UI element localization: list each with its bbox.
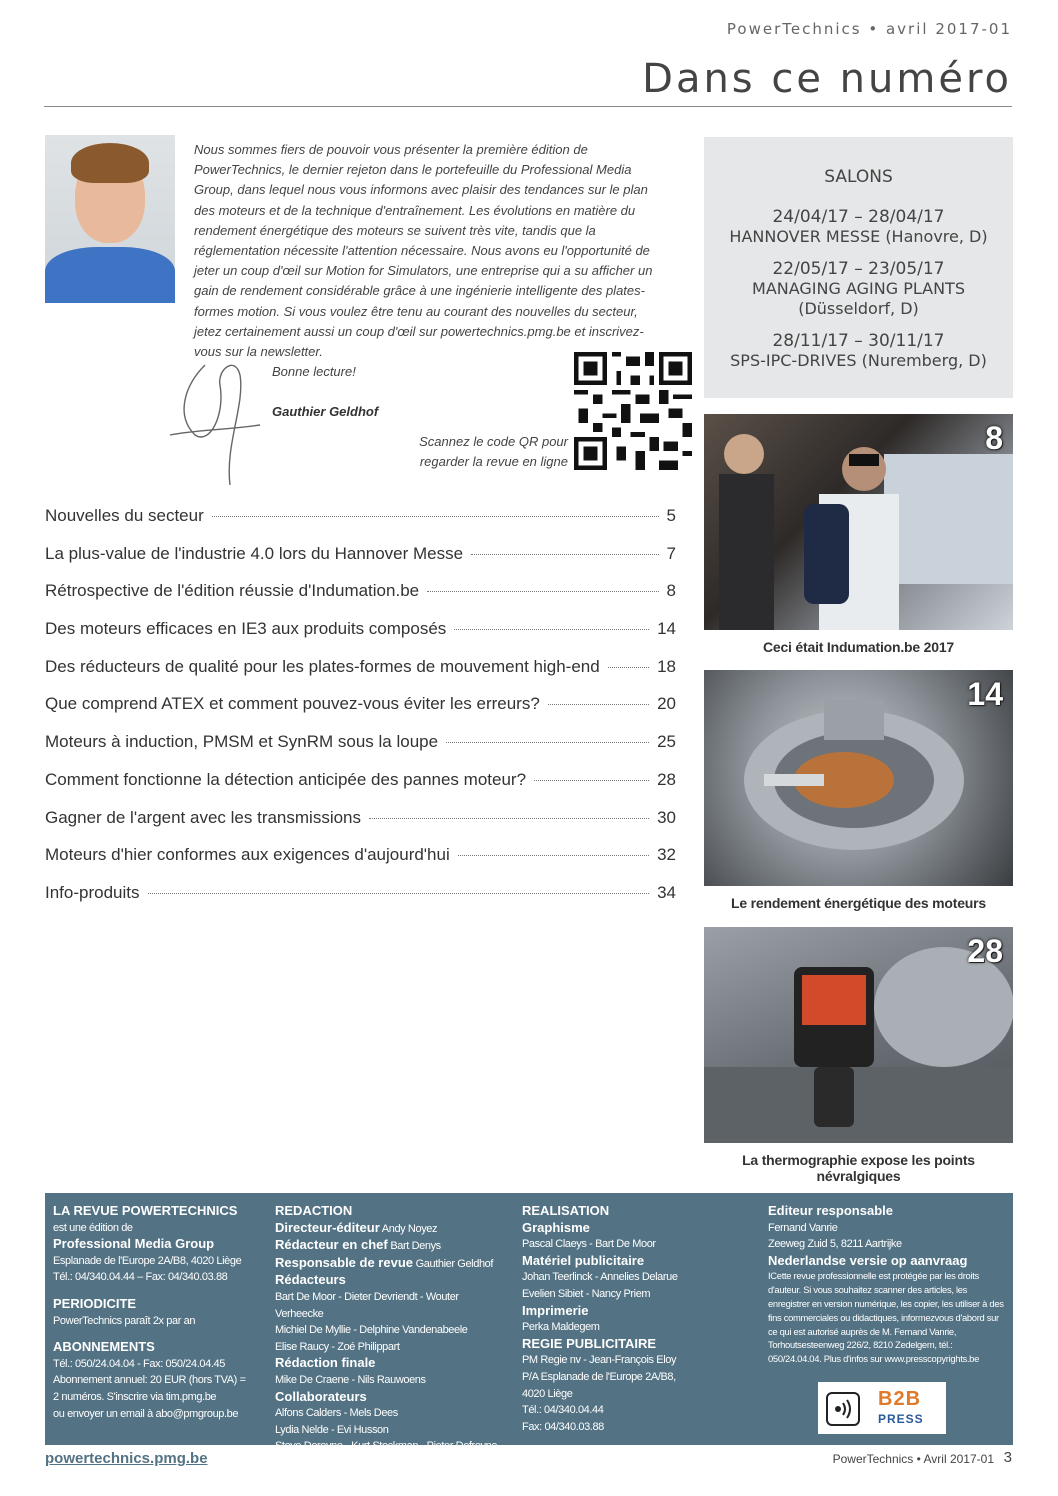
toc-title: Moteurs d'hier conformes aux exigences d'aujourd'hui xyxy=(45,845,450,865)
salon-name: HANNOVER MESSE (Hanovre, D) xyxy=(729,227,988,246)
logo-b2b-text: B2B xyxy=(878,1388,922,1410)
toc-title: Comment fonctionne la détection anticipée des pannes moteur? xyxy=(45,769,527,789)
salon-dates: 22/05/17 – 23/05/17 xyxy=(772,259,945,279)
colophon-heading: LA REVUE POWERTECHNICS xyxy=(53,1203,238,1218)
toc-leader xyxy=(427,591,658,592)
toc-entry[interactable] xyxy=(45,544,676,582)
toc-page: 20 xyxy=(657,694,676,714)
page-number: 3 xyxy=(1003,1449,1012,1466)
feature-photo-thermal-camera xyxy=(704,927,1013,1143)
editorial-text: Nous sommes fiers de pouvoir vous présenter la première édition de PowerTechnics, le dernier rejeton dans le portefeuille du Professional Media Group, dans lequel nous vous informons avec plaisir des tendances sur le plan des moteurs et de la technique d'entraînement. Les évolutions en matière du rendement énergétique des moteurs se suivent très vite, tandis que la réglementation nécessite l'attention nécessaire. Nous avons eu l'opportunité de jeter un coup d'œil sur Motion for Simulators, une entreprise qui a su afficher un gain de rendement considérable grâce à une ingénierie intelligente des plates-formes motion. Si vous voulez être tenu au courant des nouvelles du secteur, jetez certainement aussi un coup d'œil sur powertechnics.pmg.be et inscrivez-vous sur la newsletter. xyxy=(194,142,653,360)
toc-entry[interactable] xyxy=(45,770,676,808)
running-footer: PowerTechnics • Avril 2017-01 xyxy=(832,1452,994,1466)
colophon-text: Lydia Nelde - Evi Husson xyxy=(275,1423,389,1436)
colophon-heading: ABONNEMENTS xyxy=(53,1339,155,1355)
toc-leader xyxy=(471,554,658,555)
colophon-heading: REDACTION xyxy=(275,1203,353,1218)
colophon-text: Tél.: 04/340.04.44 – Fax: 04/340.03.88 xyxy=(53,1271,228,1284)
colophon-role: Matériel publicitaire xyxy=(522,1252,645,1268)
colophon-text: Fax: 04/340.03.88 xyxy=(522,1420,604,1433)
toc-page: 25 xyxy=(657,732,676,752)
colophon-heading: Nederlandse versie op aanvraag xyxy=(768,1252,968,1268)
toc-entry[interactable] xyxy=(45,732,676,770)
salon-dates: 24/04/17 – 28/04/17 xyxy=(772,207,945,227)
toc-leader xyxy=(458,855,649,856)
toc-page: 8 xyxy=(666,581,676,601)
salon-name: SPS-IPC-DRIVES (Nuremberg, D) xyxy=(730,351,987,370)
toc-leader xyxy=(148,893,650,894)
toc-leader xyxy=(534,780,649,781)
toc-entry[interactable] xyxy=(45,808,676,846)
toc-page: 14 xyxy=(657,619,676,639)
colophon-heading: PERIODICITE xyxy=(53,1295,137,1311)
feature-card[interactable] xyxy=(704,414,1013,655)
feature-card[interactable] xyxy=(704,670,1013,911)
feature-photo-motor xyxy=(704,670,1013,886)
closing-text: Bonne lecture! xyxy=(272,364,356,379)
colophon-text: Fernand Vanrie xyxy=(768,1221,838,1234)
colophon-text: P/A Esplanade de l'Europe 2A/B8, xyxy=(522,1370,676,1383)
toc-title: Des moteurs efficaces en IE3 aux produits composés xyxy=(45,619,447,639)
colophon-text: Tél.: 050/24.04.04 - Fax: 050/24.04.45 xyxy=(53,1357,225,1370)
toc-title: Gagner de l'argent avec les transmissions xyxy=(45,807,362,827)
colophon-text: est une édition de xyxy=(53,1221,133,1234)
colophon-column-revue xyxy=(53,1203,268,1422)
toc-page: 32 xyxy=(657,845,676,865)
salon-event xyxy=(704,207,1013,247)
colophon-role: Rédacteurs xyxy=(275,1272,346,1288)
author-name: Gauthier Geldhof xyxy=(272,404,379,419)
toc-page: 34 xyxy=(657,882,676,902)
b2b-press-logo xyxy=(818,1382,946,1434)
vr-scene-illustration xyxy=(704,414,1013,630)
colophon-role: Rédacteur en chef Bart Denys xyxy=(275,1237,441,1253)
website-link[interactable]: powertechnics.pmg.be xyxy=(45,1450,208,1467)
copyright-notice: ICette revue professionnelle est protégée par les droits d'auteur. Si vous souhaitez scanner des articles, les enregistrer en version numérique, les copier, les utiliser à des fins commerciales ou didactiques, informezvous d'abord sur ce qui est autorisé auprès de M. Fernand Vanrie, Torhoutsesteenweg 226/2, 8210 Zedelgem, tél.: 050/24.04.04. Plus d'infos sur www.presscopyrights.be xyxy=(768,1270,1004,1365)
colophon-text: Abonnement annuel: 20 EUR (hors TVA) = xyxy=(53,1374,246,1387)
toc-entry[interactable] xyxy=(45,506,676,544)
colophon-column-realisation xyxy=(522,1203,752,1435)
toc-entry[interactable] xyxy=(45,581,676,619)
colophon-text: PowerTechnics paraît 2x par an xyxy=(53,1314,196,1327)
colophon-role: Imprimerie xyxy=(522,1302,589,1318)
colophon-text: Evelien Sibiet - Nancy Priem xyxy=(522,1287,651,1300)
title-divider xyxy=(44,106,1012,107)
toc-page: 30 xyxy=(657,807,676,827)
toc-leader xyxy=(454,629,649,630)
spacer xyxy=(53,1286,268,1296)
colophon-text: Zeeweg Zuid 5, 8211 Aartrijke xyxy=(768,1238,902,1251)
feature-card[interactable] xyxy=(704,927,1013,1184)
colophon-text: Tél.: 04/340.04.44 xyxy=(522,1404,604,1417)
toc-page: 5 xyxy=(666,506,676,525)
colophon-heading: Editeur responsable xyxy=(768,1203,893,1218)
feature-photo-vr-demo xyxy=(704,414,1013,630)
salon-event xyxy=(704,259,1013,319)
toc-entry[interactable] xyxy=(45,657,676,695)
colophon-text: Elise Raucy - Zoé Philippart xyxy=(275,1340,400,1353)
signature-image xyxy=(165,345,265,490)
colophon-column-redaction xyxy=(275,1203,505,1455)
editor-portrait xyxy=(45,135,175,303)
toc-leader xyxy=(369,818,649,819)
feature-caption: Ceci était Indumation.be 2017 xyxy=(762,639,955,655)
toc-entry[interactable] xyxy=(45,619,676,657)
toc-leader xyxy=(446,742,649,743)
colophon-role: Graphisme xyxy=(522,1219,590,1235)
toc-page: 28 xyxy=(657,769,676,789)
colophon-heading: REGIE PUBLICITAIRE xyxy=(522,1335,657,1351)
feature-page-number: 8 xyxy=(985,420,1003,456)
colophon-text: Michiel De Myllie - Delphine Vandenabeele xyxy=(275,1324,468,1337)
toc-title: Des réducteurs de qualité pour les plates-formes de mouvement high-end xyxy=(45,656,600,676)
colophon-text: Pascal Claeys - Bart De Moor xyxy=(522,1238,656,1251)
table-of-contents xyxy=(45,506,676,921)
colophon-role: Responsable de revue Gauthier Geldhof xyxy=(275,1254,494,1270)
salons-heading: SALONS xyxy=(824,167,893,187)
colophon-text: Esplanade de l'Europe 2A/B8, 4020 Liège xyxy=(53,1254,242,1267)
salons-box xyxy=(704,137,1013,398)
feature-caption: La thermographie expose les points névralgiques xyxy=(742,1152,975,1184)
issue-topline: PowerTechnics • avril 2017-01 xyxy=(726,20,1012,38)
colophon-role: Directeur-éditeur Andy Noyez xyxy=(275,1219,438,1235)
scan-icon xyxy=(826,1392,860,1426)
feature-caption: Le rendement énergétique des moteurs xyxy=(731,895,986,911)
colophon-column-editeur xyxy=(768,1203,1008,1366)
colophon-text: Bart De Moor - Dieter Devriendt - Wouter Verheecke xyxy=(275,1290,459,1320)
qr-code[interactable] xyxy=(574,352,692,470)
colophon-role: Collaborateurs xyxy=(275,1388,367,1404)
toc-title: Info-produits xyxy=(45,882,140,902)
colophon-text: ou envoyer un email à abo@pmgroup.be xyxy=(53,1407,239,1420)
colophon-text: Steve Dereyne - Kurt Stockman - Pieter Defreyne xyxy=(275,1440,498,1453)
qr-caption: Scannez le code QR pour regarder la revue en ligne xyxy=(419,434,568,469)
portrait-shirt xyxy=(45,247,175,303)
colophon-text: Alfons Calders - Mels Dees xyxy=(275,1407,398,1420)
salon-event xyxy=(704,331,1013,371)
toc-title: La plus-value de l'industrie 4.0 lors du Hannover Messe xyxy=(45,543,464,563)
toc-leader xyxy=(212,516,659,517)
toc-title: Rétrospective de l'édition réussie d'Indumation.be xyxy=(45,581,420,601)
colophon-text: Perka Maldegem xyxy=(522,1321,600,1334)
colophon xyxy=(45,1193,1013,1453)
toc-entry[interactable] xyxy=(45,694,676,732)
toc-entry[interactable] xyxy=(45,845,676,883)
toc-title: Moteurs à induction, PMSM et SynRM sous la loupe xyxy=(45,732,439,752)
toc-page: 18 xyxy=(657,656,676,676)
feature-page-number: 28 xyxy=(967,933,1003,969)
salon-name: MANAGING AGING PLANTS xyxy=(752,279,965,298)
colophon-text: 2 numéros. S'inscrire via tim.pmg.be xyxy=(53,1390,217,1403)
colophon-heading: REALISATION xyxy=(522,1203,610,1218)
toc-page: 7 xyxy=(666,543,676,563)
feature-page-number: 14 xyxy=(967,676,1003,712)
salon-dates: 28/11/17 – 30/11/17 xyxy=(772,331,945,351)
colophon-text: Mike De Craene - Nils Rauwoens xyxy=(275,1373,426,1386)
colophon-text: Professional Media Group xyxy=(53,1236,215,1252)
portrait-hair xyxy=(71,143,149,183)
toc-title: Que comprend ATEX et comment pouvez-vous éviter les erreurs? xyxy=(45,694,540,714)
toc-entry[interactable] xyxy=(45,883,676,921)
toc-title: Nouvelles du secteur xyxy=(45,506,204,525)
toc-leader xyxy=(548,704,649,705)
salon-place: (Düsseldorf, D) xyxy=(798,299,919,318)
logo-press-text: PRESS xyxy=(878,1412,924,1426)
colophon-text: PM Regie nv - Jean-François Eloy xyxy=(522,1354,677,1367)
colophon-role: Rédaction finale xyxy=(275,1355,376,1371)
colophon-text: Johan Teerlinck - Annelies Delarue xyxy=(522,1271,678,1284)
page-title: Dans ce numéro xyxy=(642,56,1012,102)
toc-leader xyxy=(608,667,649,668)
spacer xyxy=(53,1329,268,1339)
colophon-text: 4020 Liège xyxy=(522,1387,573,1400)
